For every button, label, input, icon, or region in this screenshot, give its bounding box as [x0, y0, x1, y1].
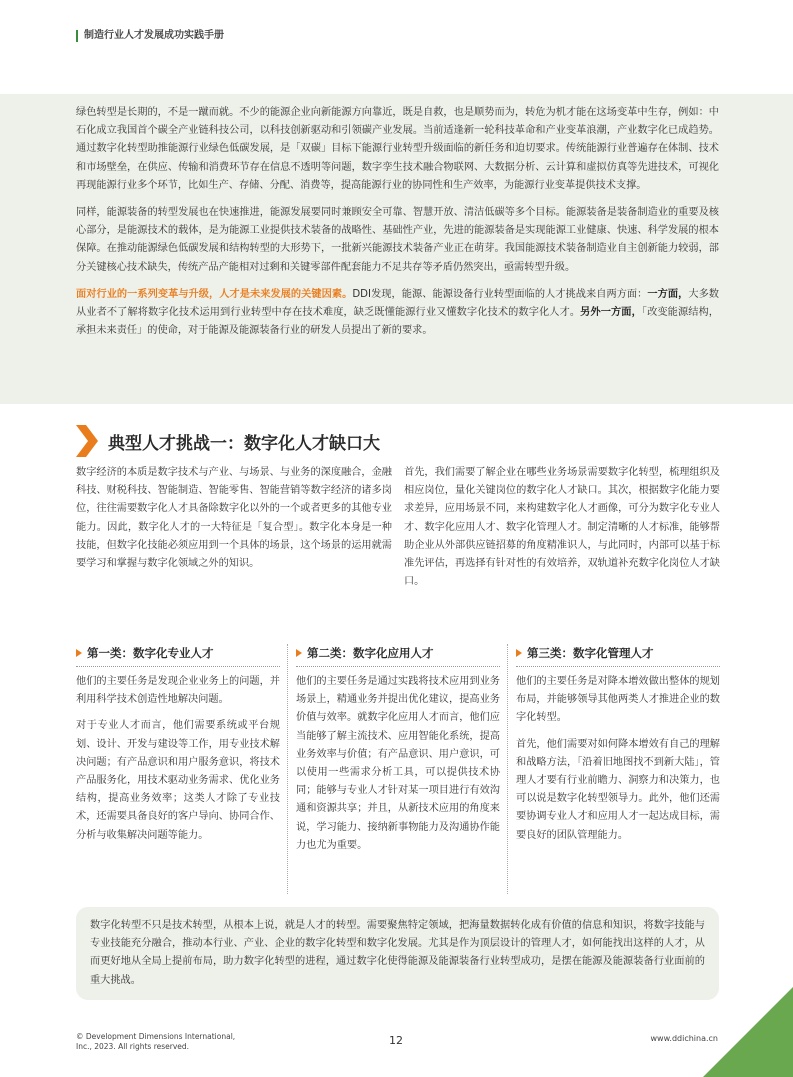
card-paragraph: 对于专业人才而言，他们需要系统或平台规划、设计、开发与建设等工作，用专业技术解决问题；有产品意识和用户服务意识，将技术产品服务化，用技术驱动业务需求、优化业务结构，提高业务效率；这类人才除了专业技术，还需要具备良好的客户导向、协同合作、分析与收集解决问题等能力。: [76, 720, 280, 841]
card-title: 第二类：数字化应用人才: [307, 645, 434, 660]
intro-p3-text-2: 大多数从业者不了解将数字化技术运用到行业转型中存在技术难度，缺乏既懂能源行业又懂数字化技术的数字化人才。: [76, 288, 719, 319]
talent-card-professional: [76, 644, 280, 853]
key-factor-highlight: 面对行业的一系列变革与升级，人才是未来发展的关键因素。: [76, 288, 353, 300]
intro-p3-bold-1: 一方面，: [647, 288, 689, 300]
card-heading: [76, 644, 280, 662]
orange-triangle-icon: [516, 649, 522, 657]
summary-callout: 数字化转型不只是技术转型，从根本上说，就是人才的转型。需要聚焦特定领域，把海量数据转化成有价值的信息和知识，将数字技能与专业技能充分融合，推动本行业、产业、企业的数字化转型和数字化发展。尤其是作为顶层设计的管理人才，如何能找出这样的人才，从而更好地从全局上提前布局，助力数字化转型的进程，通过数字化使得能源及能源装备行业转型成功，是摆在能源及能源装备行业面前的重大挑战。: [76, 907, 719, 1000]
copyright-line-1: © Development Dimensions International,: [76, 1032, 236, 1041]
card-divider: [296, 666, 500, 667]
card-title: 第三类：数字化管理人才: [527, 645, 654, 660]
card-heading: [516, 644, 720, 662]
card-divider: [516, 666, 720, 667]
intro-p3-text-3: 「改变能源结构，承担未来责任」的使命，对于能源及能源装备行业的研发人员提出了新的要求。: [76, 307, 719, 337]
card-paragraph: 他们的主要任务是发现企业业务上的问题，并利用科学技术创造性地解决问题。: [76, 676, 280, 706]
orange-triangle-icon: [76, 649, 82, 657]
page-number: 12: [389, 1034, 403, 1047]
intro-paragraph-1: 绿色转型是长期的，不是一蹴而就。不少的能源企业向新能源方向靠近，既是自救，也是顺势而为，转危为机才能在这场变革中生存，例如：中石化成立我国首个碳全产业链科技公司，以科技创新驱动和引领碳产业发展。当前适逢新一轮科技革命和产业变革浪潮，产业数字化已成趋势。通过数字化转型助推能源行业绿色低碳发展，是「双碳」目标下能源行业转型升级面临的新任务和迫切要求。传统能源行业普遍存在体制、技术和市场壁垒，在供应、传输和消费环节存在信息不透明等问题，数字孪生技术融合物联网、大数据分析、云计算和虚拟仿真等先进技术，可视化再现能源行业多个环节，比如生产、存储、分配、消费等，提高能源行业的协同性和生产效率，为能源行业变革提供技术支撑。: [76, 107, 719, 191]
card-paragraph: 他们的主要任务是通过实践将技术应用到业务场景上，精通业务并提出优化建议，提高业务价值与效率。就数字化应用人才而言，他们应当能够了解主流技术、应用智能化系统，提高业务效率与价值；有产品意识、用户意识，可以使用一些需求分析工具，可以提供技术协同；能够与专业人才针对某一项目进行有效沟通和资源共享；并且，从新技术应用的角度来说，学习能力、接纳新事物能力及沟通协作能力也尤为重要。: [296, 676, 500, 851]
intro-paragraph-3: [76, 286, 719, 341]
document-header-title: 制造行业人才发展成功实践手册: [76, 30, 224, 42]
intro-section: [76, 104, 719, 349]
orange-triangle-icon: [296, 649, 302, 657]
section-heading: [76, 424, 380, 458]
card-paragraph: 首先，他们需要对如何降本增效有自己的理解和战略方法，「沿着旧地图找不到新大陆」，管理人才要有行业前瞻力、洞察力和决策力，也可以说是数字化转型领导力。此外，他们还需要协调专业人才和应用人才一起达成目标，需要良好的团队管理能力。: [516, 738, 720, 841]
footer-website-link[interactable]: www.ddichina.cn: [650, 1034, 718, 1043]
section-title-text: 典型人才挑战一：数字化人才缺口大: [108, 433, 380, 454]
intro-p3-bold-2: 另外一方面，: [580, 307, 642, 319]
talent-card-management: [516, 644, 720, 853]
card-divider: [76, 666, 280, 667]
column-divider: [507, 644, 508, 894]
column-divider: [287, 644, 288, 894]
card-paragraph: 他们的主要任务是对降本增效做出整体的规划布局，并能够领导其他两类人才推进企业的数字化转型。: [516, 676, 720, 724]
card-title: 第一类：数字化专业人才: [87, 645, 214, 660]
intro-paragraph-2: 同样，能源装备的转型发展也在快速推进，能源发展要同时兼顾安全可靠、智慧开放、清洁低碳等多个目标。能源装备是装备制造业的重要及核心部分，是能源技术的载体，是为能源工业提供技术装备的战略性、基础性产业，先进的能源装备是实现能源工业健康、快速、科学发展的根本保障。在推动能源绿色低碳发展和结构转型的大形势下，一批新兴能源技术装备产业正在萌芽。我国能源技术装备制造业自主创新能力较弱，部分关键核心技术缺失，传统产品产能相对过剩和关键零部件配套能力不足共存等矛盾仍然突出，亟需转型升级。: [76, 207, 719, 273]
card-heading: [296, 644, 500, 662]
copyright-line-2: Inc., 2023. All rights reserved.: [76, 1042, 190, 1051]
body-column-right: 首先，我们需要了解企业在哪些业务场景需要数字化转型，梳理组织及相应岗位，量化关键岗位的数字化人才缺口。其次，根据数字化能力要求差异，应用场景不同，来构建数字化人才画像，可分为数字化专业人才、数字化应用人才、数字化管理人才。制定清晰的人才标准，能够帮助企业从外部供应链招募的角度精准识人，与此同时，内部可以基于标准先评估，再选择有针对性的有效培养，双轨道补充数字化岗位人才缺口。: [404, 467, 720, 588]
talent-card-application: [296, 644, 500, 863]
body-column-left: 数字经济的本质是数字技术与产业、与场景、与业务的深度融合，金融科技、财税科技、智能制造、智能零售、智能营销等数字经济的诸多岗位，往往需要数字化人才具备除数字化以外的一个或者更多的其他专业能力。因此，数字化人才的一大特征是「复合型」。数字化本身是一种技能，但数字化技能必须应用到一个具体的场景，这个场景的运用就需要学习和掌握与数字化领域之外的知识。: [76, 467, 392, 570]
intro-p3-text-1: DDI发现，能源、能源设备行业转型面临的人才挑战来自两方面：: [352, 288, 648, 300]
footer-copyright: [76, 1032, 235, 1052]
orange-chevron-icon: [76, 425, 98, 457]
green-corner-triangle-icon: [703, 987, 793, 1077]
